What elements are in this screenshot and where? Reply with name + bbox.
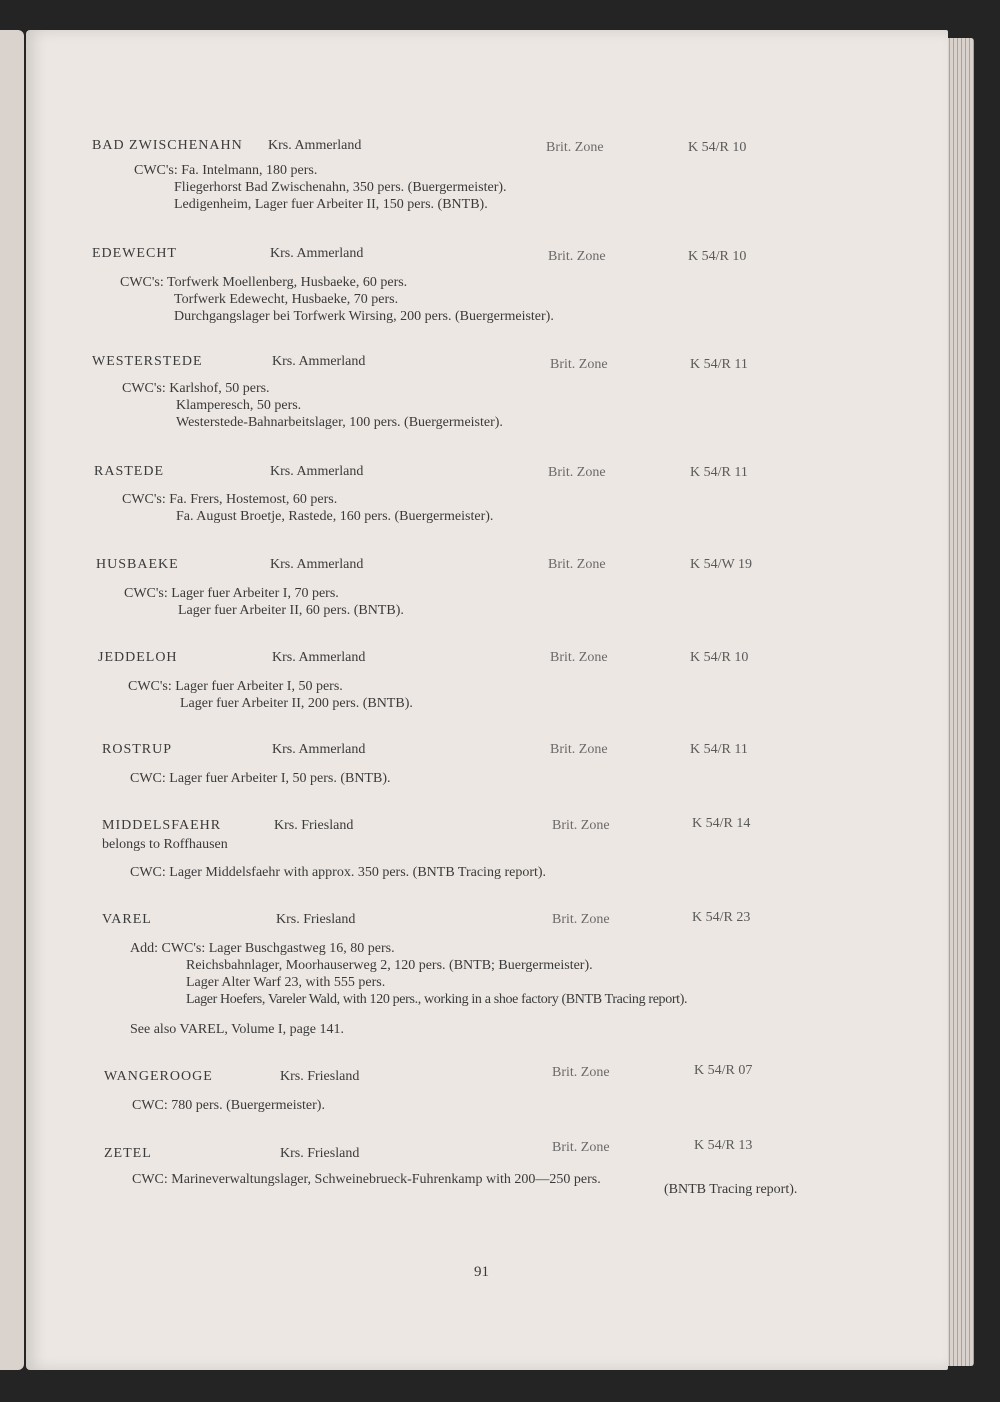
camp-line: belongs to Roffhausen bbox=[102, 837, 228, 852]
grid-reference: K 54/R 10 bbox=[688, 249, 747, 264]
camp-line: CWC: 780 pers. (Buergermeister). bbox=[132, 1098, 325, 1113]
camp-line: (BNTB Tracing report). bbox=[664, 1182, 798, 1197]
grid-reference: K 54/R 10 bbox=[688, 140, 747, 155]
zone: Brit. Zone bbox=[548, 465, 606, 480]
place-name: WESTERSTEDE bbox=[92, 354, 203, 369]
district: Krs. Ammerland bbox=[272, 354, 366, 369]
zone: Brit. Zone bbox=[552, 818, 610, 833]
camp-line: Lager Hoefers, Vareler Wald, with 120 pers., working in a shoe factory (BNTB Tracing report). bbox=[186, 992, 688, 1007]
zone: Brit. Zone bbox=[552, 1140, 610, 1155]
camp-line: CWC's: Karlshof, 50 pers. bbox=[122, 381, 270, 396]
cross-reference: See also VAREL, Volume I, page 141. bbox=[130, 1022, 345, 1037]
camp-line: CWC: Lager Middelsfaehr with approx. 350 pers. (BNTB Tracing report). bbox=[130, 865, 547, 880]
place-name: EDEWECHT bbox=[92, 246, 177, 261]
camp-line: Klamperesch, 50 pers. bbox=[176, 398, 302, 413]
place-name: JEDDELOH bbox=[98, 650, 178, 665]
camp-line: Ledigenheim, Lager fuer Arbeiter II, 150 pers. (BNTB). bbox=[174, 197, 488, 212]
grid-reference: K 54/R 07 bbox=[694, 1063, 753, 1078]
place-name: HUSBAEKE bbox=[96, 557, 179, 572]
grid-reference: K 54/R 23 bbox=[692, 910, 751, 925]
grid-reference: K 54/W 19 bbox=[690, 557, 752, 572]
district: Krs. Ammerland bbox=[270, 557, 364, 572]
place-name: ZETEL bbox=[104, 1146, 152, 1161]
grid-reference: K 54/R 10 bbox=[690, 650, 749, 665]
zone: Brit. Zone bbox=[550, 742, 608, 757]
zone: Brit. Zone bbox=[552, 912, 610, 927]
place-name: RASTEDE bbox=[94, 464, 164, 479]
zone: Brit. Zone bbox=[548, 557, 606, 572]
camp-line: CWC: Lager fuer Arbeiter I, 50 pers. (BNTB). bbox=[130, 771, 391, 786]
district: Krs. Ammerland bbox=[270, 246, 364, 261]
camp-line: Lager fuer Arbeiter II, 200 pers. (BNTB). bbox=[180, 696, 413, 711]
zone: Brit. Zone bbox=[550, 650, 608, 665]
camp-line: Reichsbahnlager, Moorhauserweg 2, 120 pers. (BNTB; Buergermeister). bbox=[186, 958, 593, 973]
zone: Brit. Zone bbox=[552, 1065, 610, 1080]
camp-line: CWC's: Fa. Intelmann, 180 pers. bbox=[134, 163, 318, 178]
camp-line: Fliegerhorst Bad Zwischenahn, 350 pers. (Buergermeister). bbox=[174, 180, 507, 195]
district: Krs. Friesland bbox=[274, 818, 354, 833]
place-name: MIDDELSFAEHR bbox=[102, 818, 222, 833]
zone: Brit. Zone bbox=[550, 357, 608, 372]
zone: Brit. Zone bbox=[548, 249, 606, 264]
district: Krs. Ammerland bbox=[272, 742, 366, 757]
district: Krs. Ammerland bbox=[270, 464, 364, 479]
district: Krs. Friesland bbox=[276, 912, 356, 927]
book-page bbox=[26, 30, 948, 1370]
place-name: BAD ZWISCHENAHN bbox=[92, 138, 243, 153]
district: Krs. Friesland bbox=[280, 1069, 360, 1084]
facing-page-edge bbox=[0, 30, 24, 1370]
camp-line: CWC's: Lager fuer Arbeiter I, 50 pers. bbox=[128, 679, 343, 694]
camp-line: Durchgangslager bei Torfwerk Wirsing, 200 pers. (Buergermeister). bbox=[174, 309, 554, 324]
place-name: WANGEROOGE bbox=[104, 1069, 213, 1084]
camp-line: Lager Alter Warf 23, with 555 pers. bbox=[186, 975, 386, 990]
camp-line: Torfwerk Edewecht, Husbaeke, 70 pers. bbox=[174, 292, 399, 307]
grid-reference: K 54/R 13 bbox=[694, 1138, 753, 1153]
camp-line: CWC's: Torfwerk Moellenberg, Husbaeke, 60 pers. bbox=[120, 275, 408, 290]
camp-line: Fa. August Broetje, Rastede, 160 pers. (Buergermeister). bbox=[176, 509, 494, 524]
page-number: 91 bbox=[474, 1264, 489, 1280]
camp-line: Add: CWC's: Lager Buschgastweg 16, 80 pers. bbox=[130, 941, 395, 956]
district: Krs. Ammerland bbox=[272, 650, 366, 665]
district: Krs. Friesland bbox=[280, 1146, 360, 1161]
zone: Brit. Zone bbox=[546, 140, 604, 155]
camp-line: Lager fuer Arbeiter II, 60 pers. (BNTB). bbox=[178, 603, 404, 618]
grid-reference: K 54/R 11 bbox=[690, 465, 748, 480]
place-name: ROSTRUP bbox=[102, 742, 173, 757]
camp-line: Westerstede-Bahnarbeitslager, 100 pers. (Buergermeister). bbox=[176, 415, 503, 430]
grid-reference: K 54/R 11 bbox=[690, 357, 748, 372]
camp-line: CWC: Marineverwaltungslager, Schweinebrueck-Fuhrenkamp with 200—250 pers. bbox=[132, 1172, 601, 1187]
grid-reference: K 54/R 11 bbox=[690, 742, 748, 757]
place-name: VAREL bbox=[102, 912, 152, 927]
camp-line: CWC's: Lager fuer Arbeiter I, 70 pers. bbox=[124, 586, 339, 601]
district: Krs. Ammerland bbox=[268, 138, 362, 153]
page-edges bbox=[946, 38, 974, 1366]
grid-reference: K 54/R 14 bbox=[692, 816, 751, 831]
camp-line: CWC's: Fa. Frers, Hostemost, 60 pers. bbox=[122, 492, 338, 507]
